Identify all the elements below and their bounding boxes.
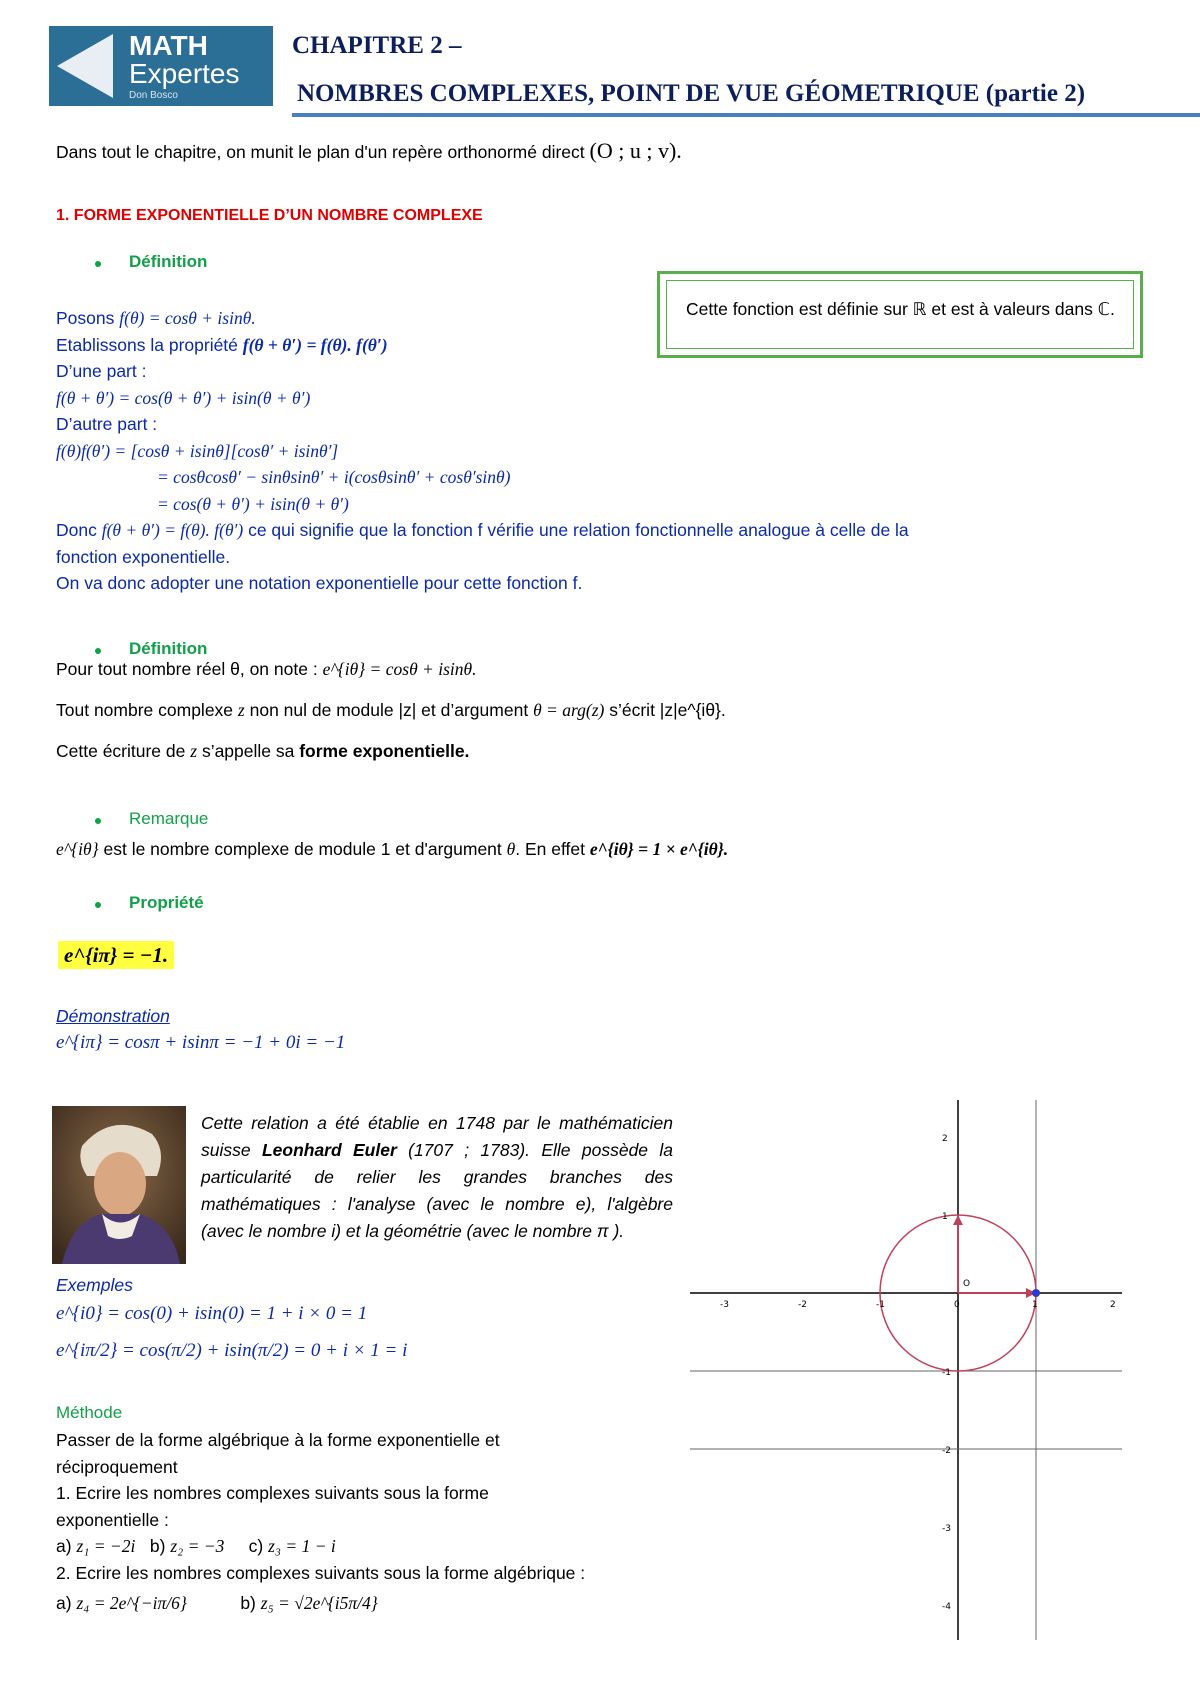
method-l7a: a) — [56, 1593, 72, 1613]
remark-b: est le nombre complexe de module 1 et d'argument — [103, 839, 502, 859]
euler-name: Leonhard Euler — [261, 1140, 397, 1160]
def2-label: Définition — [129, 639, 208, 658]
method-l7b: z₄ = 2e^{−iπ/6} — [76, 1593, 187, 1613]
y-tick-label: -1 — [942, 1368, 951, 1378]
property-formula: e^{iπ} = −1. — [58, 941, 174, 969]
method-l1: Passer de la forme algébrique à la forme exponentielle et — [56, 1430, 500, 1450]
method-l7 — [56, 1590, 676, 1617]
def1-label: Définition — [129, 252, 208, 271]
header-rule — [292, 113, 1200, 117]
proof-block — [56, 305, 1146, 597]
x-tick-label: 1 — [1032, 1300, 1038, 1310]
unit-circle-graph — [690, 1100, 1130, 1640]
proof-l9a: Donc — [56, 520, 97, 540]
def2-l2e: s’écrit |z|e^{iθ}. — [609, 700, 726, 720]
def2-l1-text: Pour tout nombre réel θ, on note : — [56, 659, 318, 679]
property-formula-wrap — [58, 943, 174, 968]
x-tick-label: -2 — [798, 1300, 807, 1310]
def2-l2a: Tout nombre complexe — [56, 700, 234, 720]
method-l2: réciproquement — [56, 1456, 178, 1477]
proof-line3: D’une part : — [56, 361, 147, 381]
method-l5b: z₁ = −2i — [76, 1536, 136, 1556]
origin-label: O — [963, 1279, 971, 1289]
method-l4: exponentielle : — [56, 1509, 169, 1530]
bullet-icon — [95, 818, 101, 824]
euler-portrait-image — [52, 1106, 186, 1264]
y-tick-label: -4 — [942, 1602, 951, 1612]
x-tick-label: -1 — [876, 1300, 885, 1310]
bullet-icon — [95, 648, 101, 654]
x-tick-label: -3 — [720, 1300, 729, 1310]
method-l5c: b) — [149, 1536, 166, 1556]
proof-l2-math: f(θ + θ′) = f(θ). f(θ′) — [242, 334, 388, 355]
method-l5e: c) — [248, 1536, 264, 1556]
proof-l1-math: f(θ) = cosθ + isinθ. — [119, 308, 256, 328]
method-l3: 1. Ecrire les nombres complexes suivants sous la forme — [56, 1483, 489, 1503]
proof-line7: = cosθcosθ′ − sinθsinθ′ + i(cosθsinθ′ + cosθ′sinθ) — [157, 467, 511, 487]
proof-l1-text: Posons — [56, 308, 115, 328]
euler-p1: Cette relation a été établie en 1748 par le mathématicien suisse — [201, 1113, 673, 1160]
method-l5f: z₃ = 1 − i — [268, 1536, 336, 1556]
def2-l3d: forme exponentielle. — [299, 741, 470, 761]
def2-l2b: z — [237, 700, 245, 720]
example-1: e^{i0} = cos(0) + isin(0) = 1 + i × 0 = 1 — [56, 1303, 368, 1324]
euler-p2: (1707 ; 1783). Elle possède la particularité de relier les grandes branches des mathématiques : l'analyse (avec le nombre e), l'algèbre (avec le nombre i) et la géométrie (avec le nombre π ). — [201, 1140, 673, 1241]
logo-line1: MATH — [129, 30, 208, 61]
arrow-v-icon — [953, 1215, 963, 1225]
bullet-icon — [95, 902, 101, 908]
def2-line2 — [56, 697, 726, 724]
y-tick-label: -2 — [942, 1446, 951, 1456]
method-block — [56, 1427, 676, 1617]
remark-e: e^{iθ} = 1 × e^{iθ}. — [589, 839, 729, 859]
remark-c: θ — [506, 839, 516, 859]
x-tick-labels — [720, 1300, 1116, 1310]
demo-formula: e^{iπ} = cosπ + isinπ = −1 + 0i = −1 — [56, 1032, 346, 1053]
example-2: e^{iπ/2} = cos(π/2) + isin(π/2) = 0 + i × 1 = i — [56, 1340, 408, 1361]
logo — [49, 26, 273, 106]
euler-paragraph — [201, 1110, 673, 1245]
demo-title: Démonstration — [56, 1006, 170, 1026]
intro-math: (O ; u ; v). — [589, 138, 682, 163]
remark-d: . En effet — [515, 839, 585, 859]
x-tick-label: 2 — [1110, 1300, 1116, 1310]
def2-l2d: θ = arg(z) — [533, 700, 605, 720]
info-box-text: Cette fonction est définie sur ℝ et est à valeurs dans ℂ. — [686, 299, 1115, 319]
intro-text: Dans tout le chapitre, on munit le plan d'un repère orthonormé direct — [56, 142, 585, 162]
examples-title: Exemples — [56, 1275, 133, 1295]
method-l7d: z₅ = √2e^{i5π/4} — [260, 1593, 378, 1613]
x-tick-label: 0 — [954, 1300, 960, 1310]
remark-a: e^{iθ} — [56, 839, 99, 859]
logo-line2: Expertes — [129, 58, 240, 89]
proof-line1 — [56, 305, 1146, 332]
y-tick-label: -3 — [942, 1524, 951, 1534]
def2-l3b: z — [190, 741, 198, 761]
method-l7c: b) — [240, 1593, 256, 1613]
point-one — [1032, 1289, 1040, 1297]
def2-l3c: s’appelle sa — [201, 741, 295, 761]
proof-line9 — [56, 517, 1146, 544]
method-l5a: a) — [56, 1536, 72, 1556]
y-tick-labels — [942, 1134, 951, 1612]
def2-l2c: non nul de module |z| et d’argument — [249, 700, 529, 720]
def2-l1-math: e^{iθ} = cosθ + isinθ. — [322, 659, 477, 679]
bullet-icon — [95, 261, 101, 267]
y-tick-label: 1 — [942, 1212, 948, 1222]
def2-l3a: Cette écriture de — [56, 741, 186, 761]
remark-label: Remarque — [129, 809, 209, 828]
chapter-title: CHAPITRE 2 – — [292, 32, 462, 59]
def2-line1 — [56, 656, 476, 683]
method-l5 — [56, 1533, 676, 1560]
proof-l2-text: Etablissons la propriété — [56, 334, 238, 355]
remark-line — [56, 836, 728, 863]
method-l6: 2. Ecrire les nombres complexes suivants sous la forme algébrique : — [56, 1562, 586, 1583]
property-label: Propriété — [129, 893, 204, 912]
y-tick-label: 2 — [942, 1134, 948, 1144]
logo-line3: Don Bosco — [129, 90, 178, 101]
def2-line3 — [56, 738, 469, 765]
proof-l9b: ce qui signifie que la fonction f vérifie une relation fonctionnelle analogue à celle de la — [248, 520, 909, 540]
method-label: Méthode — [56, 1403, 123, 1422]
chapter-subtitle: NOMBRES COMPLEXES, POINT DE VUE GÉOMETRIQUE (partie 2) — [297, 80, 1086, 107]
proof-l9-math: f(θ + θ′) = f(θ). f(θ′) — [101, 520, 244, 540]
proof-line10: fonction exponentielle. — [56, 546, 231, 567]
method-l5d: z₂ = −3 — [170, 1536, 225, 1556]
proof-line5: D’autre part : — [56, 414, 158, 434]
proof-line8: = cos(θ + θ′) + isin(θ + θ′) — [157, 493, 349, 514]
proof-line11: On va donc adopter une notation exponentielle pour cette fonction f. — [56, 573, 583, 593]
proof-line4: f(θ + θ′) = cos(θ + θ′) + isin(θ + θ′) — [56, 387, 311, 408]
proof-line2 — [56, 332, 1146, 359]
proof-line6: f(θ)f(θ′) = [cosθ + isinθ][cosθ′ + isinθ′] — [56, 440, 339, 461]
logo-triangle-icon — [57, 34, 113, 98]
section1-heading: 1. FORME EXPONENTIELLE D’UN NOMBRE COMPLEXE — [56, 207, 483, 224]
intro-line — [56, 138, 682, 166]
